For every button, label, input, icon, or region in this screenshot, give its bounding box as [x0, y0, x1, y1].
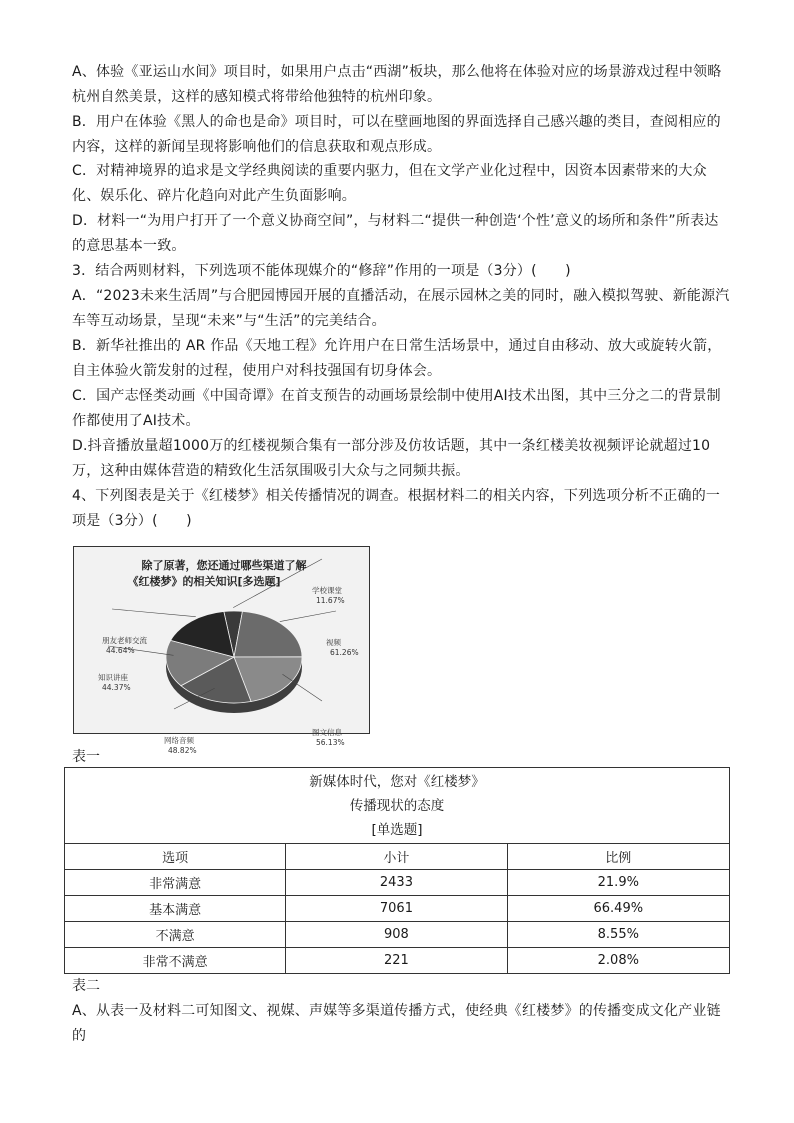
pie-leader-line: [280, 611, 336, 622]
option-a-text: A、体验《亚运山水间》项目时，如果用户点击“西湖”板块，那么他将在体验对应的场景游戏过程中领略杭州自然美景，这样的感知模式将带给他独特的杭州印象。: [72, 64, 722, 105]
question-4: 4、下列图表是关于《红楼梦》相关传播情况的调查。根据材料二的相关内容，下列选项分析不正确的一项是（3分）( ): [72, 488, 721, 529]
row-count: 2433: [286, 870, 507, 896]
chart-title: 除了原著，您还通过哪些渠道了解: [141, 559, 307, 572]
pie-label-value: 44.64%: [106, 646, 135, 655]
row-ratio: 21.9%: [507, 870, 729, 896]
question-3-option-c: C．国产志怪类动画《中国奇谭》在首支预告的动画场景绘制中使用AI技术出图，其中三分之二的背景制作都使用了AI技术。: [72, 388, 721, 429]
question-3-option-a: A．“2023未来生活周”与合肥园博园开展的直播活动，在展示园林之美的同时，融入模拟驾驶、新能源汽车等互动场景，呈现“未来”与“生活”的完美结合。: [72, 288, 730, 329]
question-3-option-d: D.抖音播放量超1000万的红楼视频合集有一部分涉及仿妆话题，其中一条红楼美妆视频评论就超过10万，这种由媒体营造的精致化生活氛围吸引大众与之同频共振。: [72, 438, 711, 479]
header-count: 小计: [286, 844, 507, 870]
table-row: [65, 922, 730, 948]
row-count: 7061: [286, 896, 507, 922]
row-ratio: 66.49%: [507, 896, 729, 922]
table1-caption: 表一: [72, 749, 100, 765]
pie-chart-figure: [73, 546, 370, 755]
table-row: [65, 870, 730, 896]
chart-subtitle: 《红楼梦》的相关知识[多选题]: [127, 575, 281, 588]
option-b-text: B．用户在体验《黑人的命也是命》项目时，可以在壁画地图的界面选择自己感兴趣的类目，查阅相应的内容，这样的新闻呈现将影响他们的信息获取和观点形成。: [72, 114, 721, 155]
row-option: 非常不满意: [65, 948, 286, 974]
row-option: 不满意: [65, 922, 286, 948]
row-count: 908: [286, 922, 507, 948]
row-option: 非常满意: [65, 870, 286, 896]
table-title: [65, 768, 730, 844]
pie-leader-line: [112, 609, 196, 617]
pie-slice-视频: [234, 611, 302, 657]
answer-option-a: A、从表一及材料二可知图文、视媒、声媒等多渠道传播方式，使经典《红楼梦》的传播变成文化产业链的: [72, 1003, 721, 1044]
row-ratio: 2.08%: [507, 948, 729, 974]
header-ratio: 比例: [507, 844, 729, 870]
table-row: [65, 896, 730, 922]
pie-label-value: 11.67%: [316, 596, 345, 605]
table-title-line-2: 传播现状的态度: [349, 797, 445, 814]
question-3: 3．结合两则材料，下列选项不能体现媒介的“修辞”作用的一项是（3分）( ): [72, 263, 571, 279]
pie-label-category: 图文信息: [312, 728, 342, 737]
question-3-option-b: B．新华社推出的 AR 作品《天地工程》允许用户在日常生活场景中，通过自由移动、放大或旋转火箭，自主体验火箭发射的过程，使用户对科技强国有切身体会。: [72, 338, 722, 379]
table-header-row: [65, 844, 730, 870]
table-title-line-1: 新媒体时代，您对《红楼梦》: [309, 773, 485, 790]
row-ratio: 8.55%: [507, 922, 729, 948]
pie-label-category: 知识讲座: [98, 673, 128, 682]
pie-label-category: 学校课堂: [312, 586, 342, 595]
row-option: 基本满意: [65, 896, 286, 922]
row-count: 221: [286, 948, 507, 974]
pie-chart: [74, 547, 368, 755]
table-row: [65, 948, 730, 974]
pie-label-value: 61.26%: [330, 648, 359, 657]
option-d-text: D．材料一“为用户打开了一个意义协商空间”，与材料二“提供一种创造‘个性’意义的场所和条件”所表达的意思基本一致。: [72, 213, 719, 254]
pie-label-value: 48.82%: [168, 746, 197, 755]
pie-label-value: 44.37%: [102, 683, 131, 692]
pie-label-value: 56.13%: [316, 738, 345, 747]
pie-label-category: 朋友老师交流: [102, 636, 147, 645]
pie-label-category: 视频: [326, 638, 341, 647]
pie-label-category: 网络音频: [164, 736, 194, 745]
option-c-text: C．对精神境界的追求是文学经典阅读的重要内驱力，但在文学产业化过程中，因资本因素带来的大众化、娱乐化、碎片化趋向对此产生负面影响。: [72, 163, 707, 204]
table-title-line-3: [单选题]: [371, 821, 423, 838]
survey-table: [64, 767, 730, 974]
header-option: 选项: [65, 844, 286, 870]
table2-caption: 表二: [72, 978, 100, 994]
